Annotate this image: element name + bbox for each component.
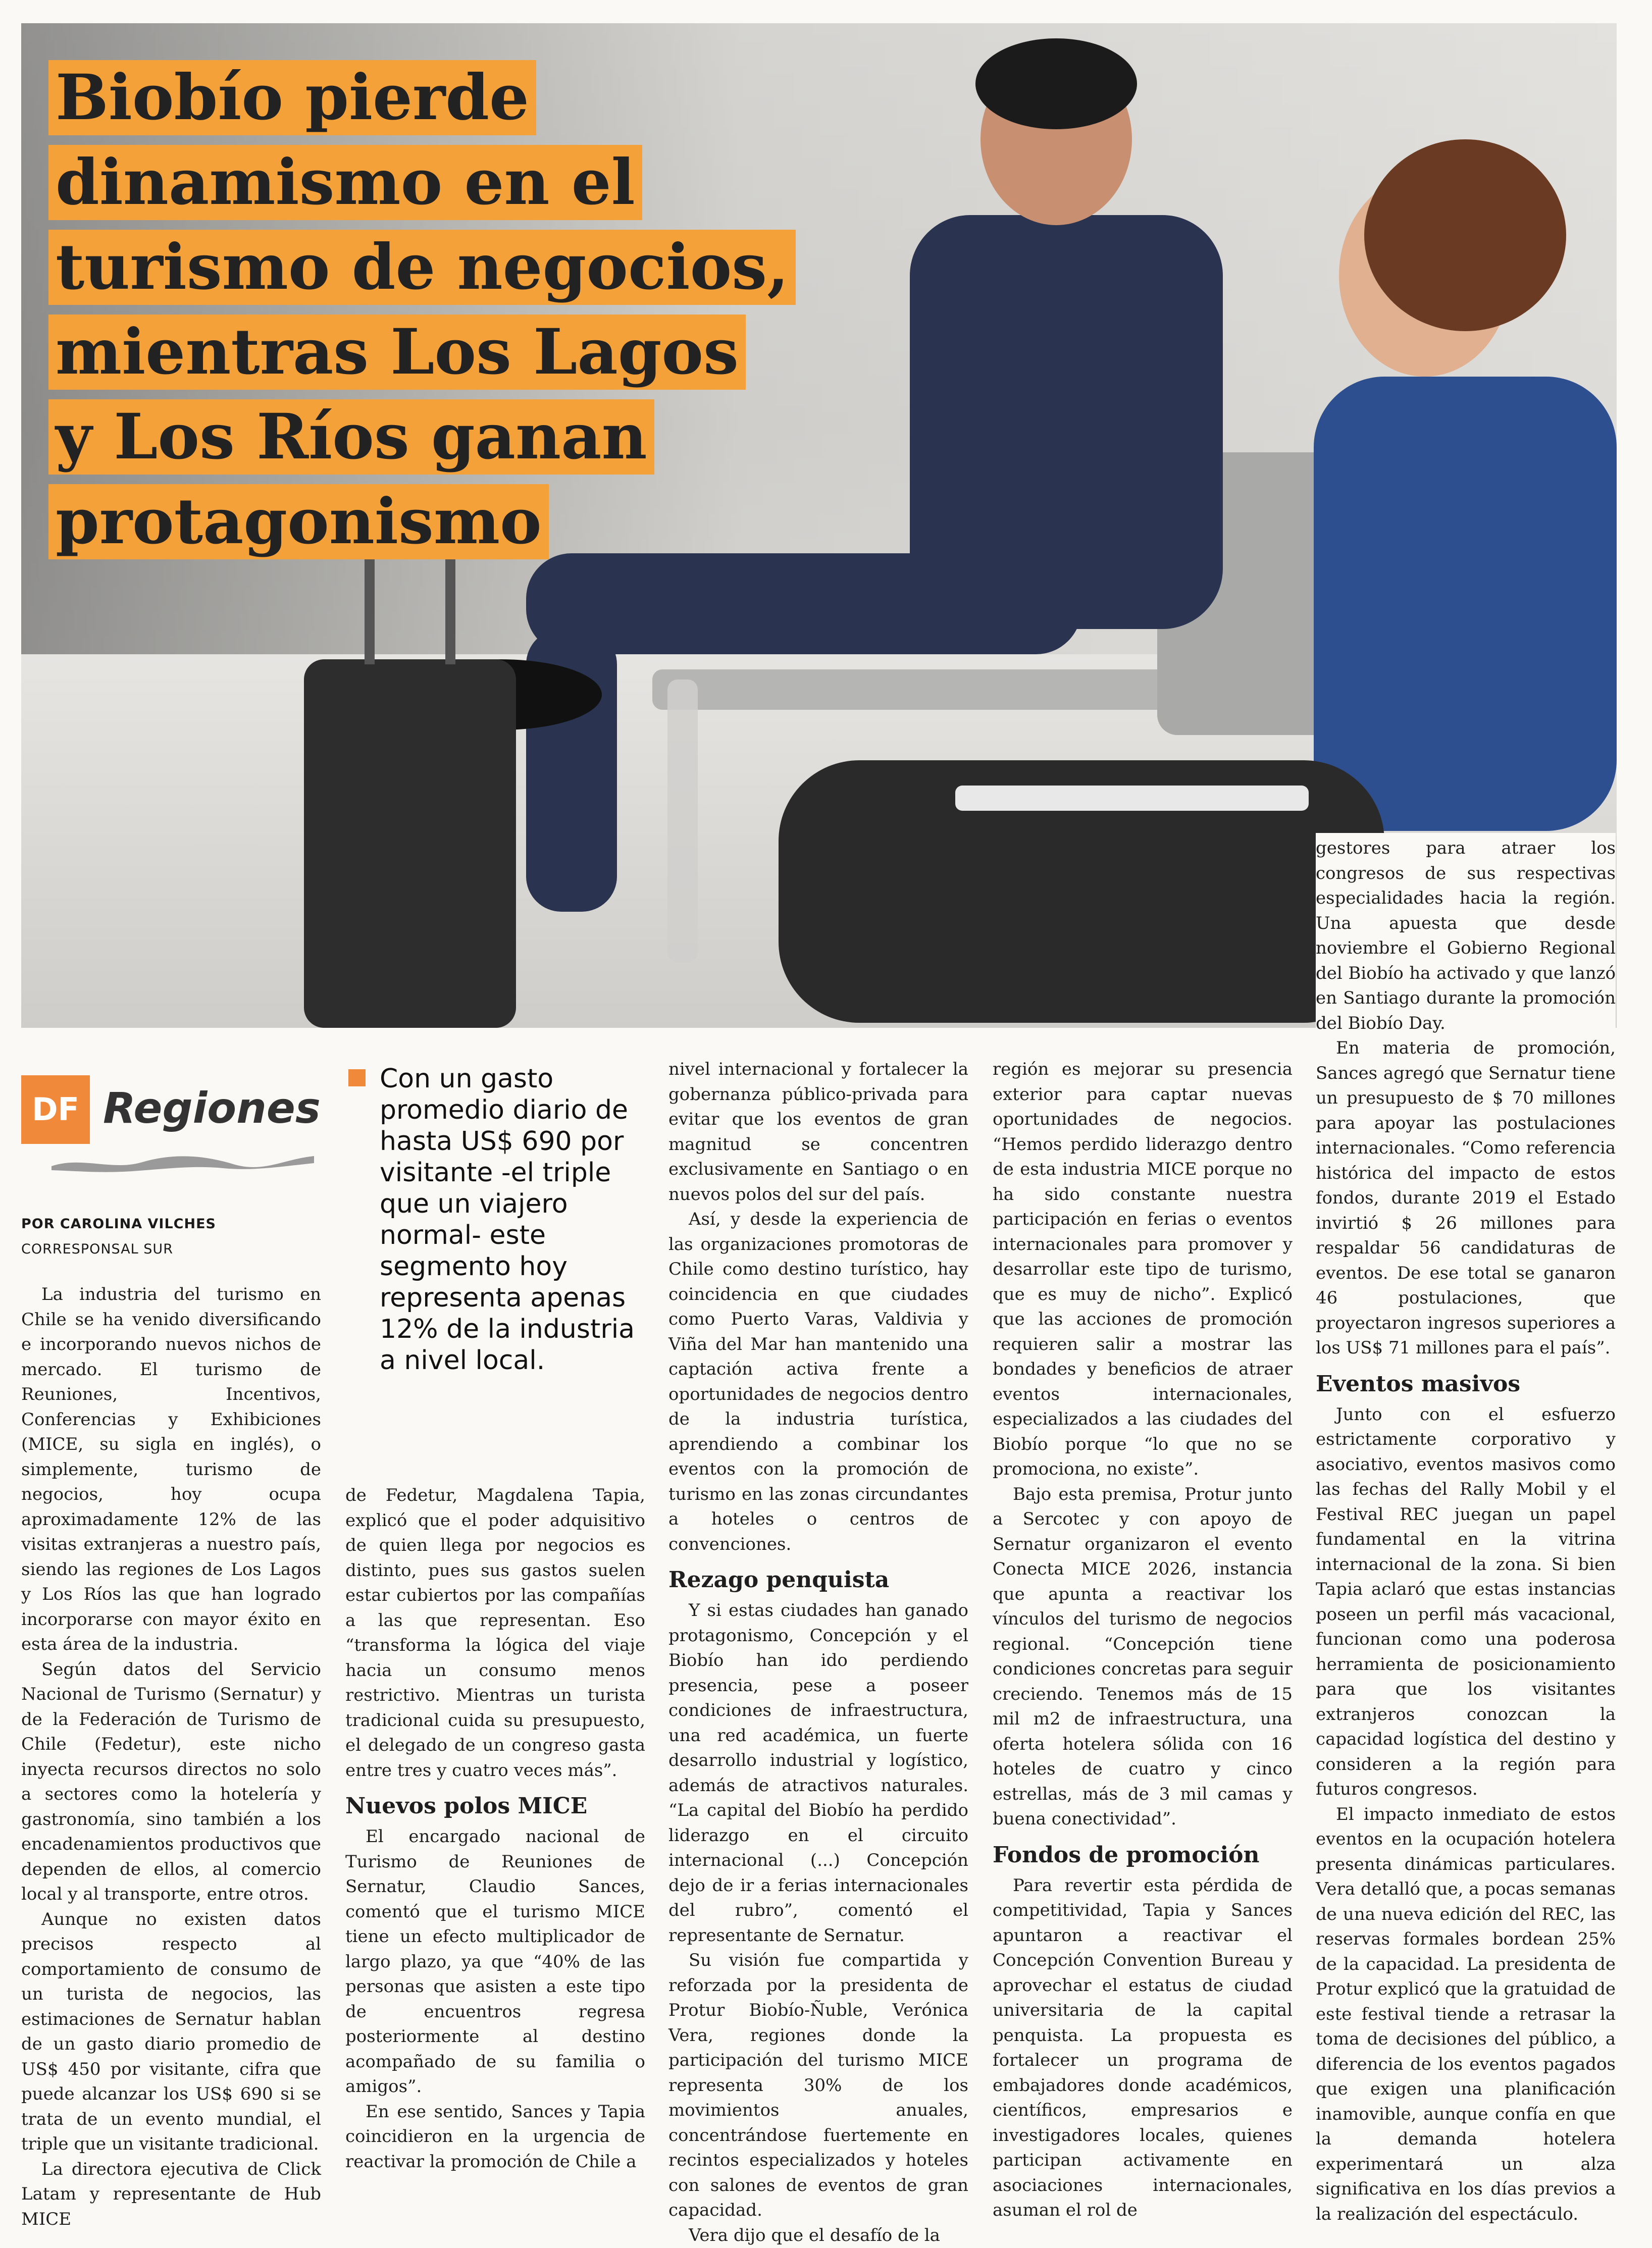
pull-quote-text: Con un gasto promedio diario de hasta US$ 690 por visitante -el triple que un viajero normal- este segmento hoy representa apenas 12% de la industria a nivel local.	[348, 1063, 651, 1376]
headline-line-4: mientras Los Lagos	[48, 315, 746, 390]
paragraph: Así, y desde la experiencia de las organizaciones promotoras de Chile como destino turístico, hay coincidencia en que ciudades como Puerto Varas, Valdivia y Viña del Mar han mantenido una captación activa frente a oportunidades de negocios dentro de la industria turística, aprendiendo a combinar los eventos con la promoción de turismo en las zonas circundantes a hoteles o centros de convenciones.	[668, 1207, 968, 1557]
article-column-4	[993, 1057, 1293, 2223]
author-role: CORRESPONSAL SUR	[21, 1237, 216, 1262]
chile-map-icon	[51, 1151, 314, 1173]
byline	[21, 1212, 216, 1262]
headline-line-2: dinamismo en el	[48, 145, 642, 220]
author-name: POR CAROLINA VILCHES	[21, 1212, 216, 1237]
paragraph: Aunque no existen datos precisos respecto al comportamiento de consumo de un turista de negocios, las estimaciones de Sernatur hablan de un gasto diario promedio de US$ 450 por visitante, cifra que puede alcanzar los US$ 690 si se trata de un evento mundial, el triple que un visitante tradicional.	[21, 1907, 321, 2157]
subheading: Eventos masivos	[1316, 1370, 1616, 1398]
paragraph: Su visión fue compartida y reforzada por la presidenta de Protur Biobío-Ñuble, Verónica Vera, regiones donde la participación del turismo MICE representa 30% de los movimientos anuales, concentrándose fuertemente en recintos especializados y hoteles con salones de eventos de gran capacidad.	[668, 1948, 968, 2223]
paragraph: Según datos del Servicio Nacional de Turismo (Sernatur) y de la Federación de Turismo de Chile (Fedetur), este nicho inyecta recursos directos no solo a sectores como la hotelería y gastronomía, sino también a los encadenamientos productivos que dependen de ellos, al comercio local y al transporte, entre otros.	[21, 1657, 321, 1907]
paragraph: La industria del turismo en Chile se ha venido diversificando e incorporando nuevos nichos de mercado. El turismo de Reuniones, Incentivos, Conferencias y Exhibiciones (MICE, su sigla en inglés), o simplemente, turismo de negocios, hoy ocupa aproximadamente 12% de las visitas extranjeras a nuestro país, siendo las regiones de Los Lagos y Los Ríos las que han logrado incorporarse con mayor éxito en esta área de la industria.	[21, 1282, 321, 1657]
article-column-5	[1316, 833, 1616, 2227]
paragraph: gestores para atraer los congresos de sus respectivas especialidades hacia la región. Una apuesta que desde noviembre el Gobierno Regional del Biobío ha activado y que lanzó en Santiago durante la promoción del Biobío Day.	[1316, 836, 1616, 1036]
article-headline	[48, 56, 907, 564]
headline-line-3: turismo de negocios,	[48, 230, 796, 305]
subheading: Fondos de promoción	[993, 1841, 1293, 1869]
paragraph: Vera dijo que el desafío de la	[668, 2223, 968, 2248]
paragraph: En materia de promoción, Sances agregó que Sernatur tiene un presupuesto de $ 70 millones para apoyar las postulaciones internacionales. “Como referencia histórica del impacto de estos fondos, durante 2019 el Estado invirtió $ 26 millones para respaldar 56 candidaturas de eventos. De ese total se ganaron 46 postulaciones, que proyectaron ingresos superiores a los US$ 71 millones para el país”.	[1316, 1036, 1616, 1361]
article-column-1	[21, 1282, 321, 2232]
paragraph: Y si estas ciudades han ganado protagonismo, Concepción y el Biobío han ido perdiendo presencia, pese a poseer condiciones de infraestructura, una red académica, un fuerte desarrollo industrial y logístico, además de atractivos naturales. “La capital del Biobío ha perdido liderazgo en el circuito internacional (...) Concepción dejo de ir a ferias internacionales del rubro”, comentó el representante de Sernatur.	[668, 1598, 968, 1948]
df-logo-mark: DF	[21, 1075, 90, 1144]
paragraph: nivel internacional y fortalecer la gobernanza público-privada para evitar que los eventos de gran magnitud se concentren exclusivamente en Santiago o en nuevos polos del sur del país.	[668, 1057, 968, 1207]
paragraph: Junto con el esfuerzo estrictamente corporativo y asociativo, eventos masivos como las fechas del Rally Mobil y el Festival REC juegan un papel fundamental en la vitrina internacional de la zona. Si bien Tapia aclaró que estas instancias poseen un perfil más vacacional, funcionan como una poderosa herramienta de posicionamiento para que los visitantes extranjeros conozcan la capacidad logística del destino y consideren a la región para futuros congresos.	[1316, 1402, 1616, 1802]
pull-quote	[348, 1063, 651, 1376]
paragraph: de Fedetur, Magdalena Tapia, explicó que el poder adquisitivo de quien llega por negocios es distinto, pues sus gastos suelen estar cubiertos por las compañías a las que representan. Eso “transforma la lógica del viaje hacia un consumo menos restrictivo. Mientras un turista tradicional cuida su presupuesto, el delegado de un congreso gasta entre tres y cuatro veces más”.	[345, 1483, 645, 1783]
paragraph: El impacto inmediato de estos eventos en la ocupación hotelera presenta dinámicas particulares. Vera detalló que, a pocas semanas de una nueva edición del REC, las reservas formales bordean 25% de la capacidad. La presidenta de Protur explicó que la gratuidad de este festival tiende a retrasar la toma de decisiones del público, a diferencia de los eventos pagados que exigen una planificación inamovible, aunque confía en que la demanda hotelera experimentará un alza significativa en los días previos a la realización del espectáculo.	[1316, 1802, 1616, 2227]
subheading: Rezago penquista	[668, 1566, 968, 1594]
headline-line-1: Biobío pierde	[48, 60, 536, 135]
headline-line-5: y Los Ríos ganan	[48, 399, 654, 475]
paragraph: En ese sentido, Sances y Tapia coincidieron en la urgencia de reactivar la promoción de Chile a	[345, 2100, 645, 2175]
section-name: Regiones	[103, 1083, 321, 1133]
paragraph: La directora ejecutiva de Click Latam y representante de Hub MICE	[21, 2157, 321, 2232]
paragraph: Para revertir esta pérdida de competitividad, Tapia y Sances apuntaron a reactivar el Concepción Convention Bureau y aprovechar el estatus de ciudad universitaria de la capital penquista. La propuesta es fortalecer un programa de embajadores donde académicos, científicos, empresarios e investigadores locales, quienes participan activamente en asociaciones internacionales, asuman el rol de	[993, 1873, 1293, 2223]
article-column-3	[668, 1057, 968, 2248]
paragraph: región es mejorar su presencia exterior para captar nuevas oportunidades de negocios. “Hemos perdido liderazgo dentro de esta industria MICE porque no ha sido constante nuestra participación en ferias o eventos internacionales para promover y desarrollar este tipo de turismo, que es muy de nicho”. Explicó que las acciones de promoción requieren salir a mostrar las bondades y beneficios de atraer eventos internacionales, especializados a las ciudades del Biobío porque “lo que no se promociona, no existe”.	[993, 1057, 1293, 1482]
subheading: Nuevos polos MICE	[345, 1792, 645, 1820]
quote-marker-icon	[348, 1069, 366, 1086]
paragraph: El encargado nacional de Turismo de Reuniones de Sernatur, Claudio Sances, comentó que el turismo MICE tiene un efecto multiplicador de largo plazo, ya que “40% de las personas que asisten a este tipo de encuentros regresa posteriormente al destino acompañado de su familia o amigos”.	[345, 1824, 645, 2100]
paragraph: Bajo esta premisa, Protur junto a Sercotec y con apoyo de Sernatur organizaron el evento Conecta MICE 2026, instancia que apunta a reactivar los vínculos del turismo de negocios regional. “Concepción tiene condiciones concretas para seguir creciendo. Tenemos más de 15 mil m2 de infraestructura, una oferta hotelera sólida con 16 hoteles de cuatro y cinco estrellas, más de 3 mil camas y buena conectividad”.	[993, 1482, 1293, 1832]
article-column-2	[345, 1483, 645, 2174]
section-logo	[21, 1070, 324, 1176]
headline-line-6: protagonismo	[48, 484, 549, 559]
